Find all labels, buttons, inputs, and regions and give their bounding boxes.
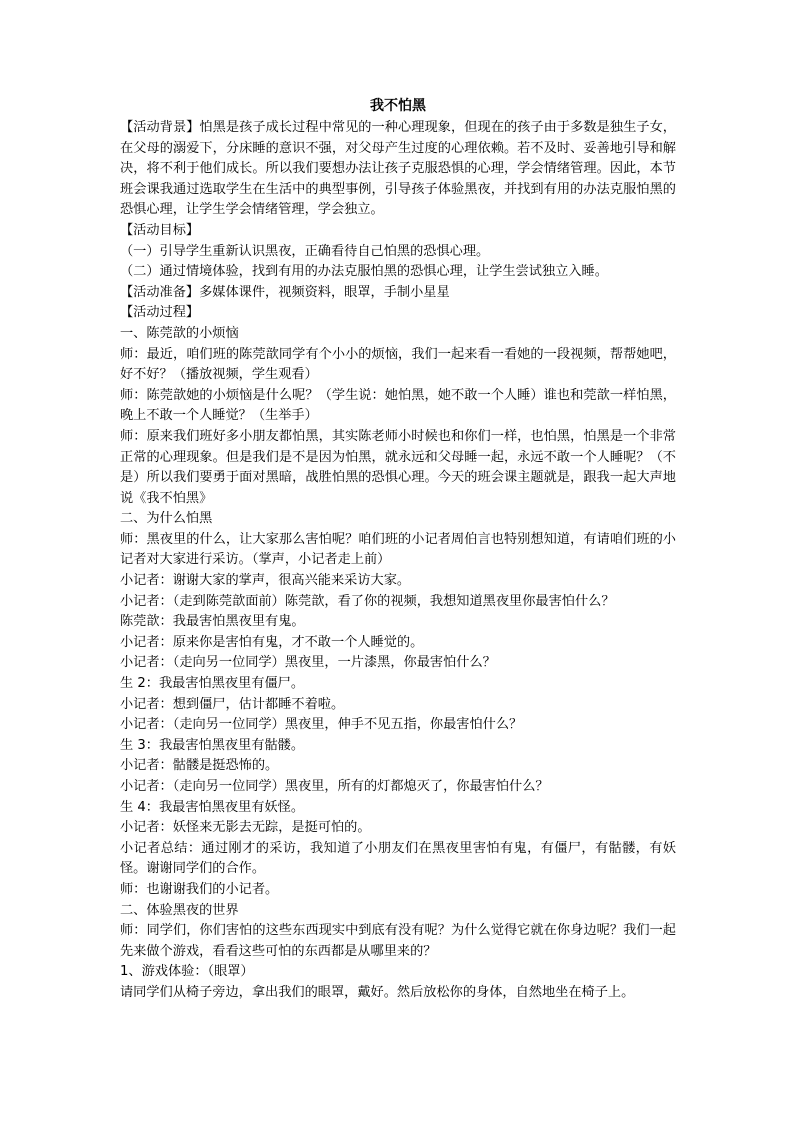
section-heading: 【活动过程】 — [120, 305, 200, 321]
paragraph: （二）通过情境体验，找到有用的办法克服怕黑的恐惧心理，让学生尝试独立入睡。 — [120, 264, 608, 280]
dialogue-line: 小记者：骷髅是挺恐怖的。 — [120, 758, 279, 774]
paragraph: 师：最近，咱们班的陈莞歆同学有个小小的烦恼，我们一起来看一看她的一段视频，帮帮她吧，好不好？（播放视频，学生观看） — [120, 346, 676, 383]
paragraph: 【活动背景】怕黑是孩子成长过程中常见的一种心理现象，但现在的孩子由于多数是独生子女，在父母的溺爱下，分床睡的意识不强，对父母产生过度的心理依赖。若不及时、妥善地引导和解决，将不利于他们成长。所以我们要想办法让孩子克服恐惧的心理，学会情绪管理。因此，本节班会课我通过选取学生在生活中的典型事例，引导孩子体验黑夜，并找到有用的办法克服怕黑的恐惧心理，让学生学会情绪管理，学会独立。 — [120, 120, 676, 218]
dialogue-line: 小记者：（走向另一位同学）黑夜里，所有的灯都熄灭了，你最害怕什么？ — [120, 779, 549, 794]
dialogue-line: 小记者：妖怪来无影去无踪，是挺可怕的。 — [120, 820, 371, 836]
dialogue-line: 生 3：我最害怕黑夜里有骷髅。 — [120, 737, 305, 753]
section-heading: 【活动准备】多媒体课件，视频资料，眼罩，手制小星星 — [120, 284, 450, 300]
subsection-heading: 一、陈莞歆的小烦恼 — [120, 325, 239, 341]
paragraph: 师：黑夜里的什么，让大家那么害怕呢？咱们班的小记者周伯言也特别想知道，有请咱们班的小记者对大家进行采访。（掌声，小记者走上前） — [120, 531, 676, 568]
dialogue-line: 小记者：原来你是害怕有鬼，才不敢一个人睡觉的。 — [120, 634, 424, 650]
paragraph: （一）引导学生重新认识黑夜，正确看待自己怕黑的恐惧心理。 — [120, 243, 490, 259]
dialogue-line: 生 4：我最害怕黑夜里有妖怪。 — [120, 799, 305, 815]
dialogue-line: 小记者：想到僵尸，估计都睡不着啦。 — [120, 696, 345, 712]
dialogue-line: 小记者：（走向另一位同学）黑夜里，伸手不见五指，你最害怕什么？ — [120, 717, 523, 733]
dialogue-line: 陈莞歆：我最害怕黑夜里有鬼。 — [120, 614, 305, 630]
dialogue-line: 师：也谢谢我们的小记者。 — [120, 881, 279, 897]
paragraph: 师：同学们，你们害怕的这些东西现实中到底有没有呢？为什么觉得它就在你身边呢？我们一起先来做个游戏，看看这些可怕的东西都是从哪里来的？ — [120, 923, 676, 959]
paragraph: 请同学们从椅子旁边，拿出我们的眼罩，戴好。然后放松你的身体，自然地坐在椅子上。 — [120, 984, 635, 1000]
paragraph: 师：陈莞歆她的小烦恼是什么呢？（学生说：她怕黑，她不敢一个人睡）谁也和莞歆一样怕黑，晚上不敢一个人睡觉？（生举手） — [120, 387, 676, 424]
dialogue-line: 小记者：（走到陈莞歆面前）陈莞歆，看了你的视频，我想知道黑夜里你最害怕什么？ — [120, 593, 615, 609]
dialogue-line: 小记者：谢谢大家的掌声，很高兴能来采访大家。 — [120, 573, 411, 589]
paragraph: 师：原来我们班好多小朋友都怕黑，其实陈老师小时候也和你们一样，也怕黑，怕黑是一个非常正常的心理现象。但是我们是不是因为怕黑，就永远和父母睡一起，永远不敢一个人睡呢？（不是）所以我们要勇于面对黑暗，战胜怕黑的恐惧心理。今天的班会课主题就是，跟我一起大声地说《我不怕黑》 — [120, 428, 676, 506]
document-body — [120, 118, 676, 1004]
activity-heading: 1、游戏体验：（眼罩） — [120, 964, 254, 980]
subsection-heading: 二、为什么怕黑 — [120, 511, 213, 527]
section-heading: 【活动目标】 — [120, 222, 200, 238]
dialogue-line: 生 2：我最害怕黑夜里有僵尸。 — [120, 676, 305, 692]
subsection-heading: 二、体验黑夜的世界 — [120, 902, 239, 918]
dialogue-line: 小记者：（走向另一位同学）黑夜里，一片漆黑，你最害怕什么？ — [120, 655, 496, 671]
document-title: 我不怕黑 — [370, 98, 426, 114]
paragraph: 小记者总结：通过刚才的采访，我知道了小朋友们在黑夜里害怕有鬼，有僵尸，有骷髅，有妖怪。谢谢同学们的合作。 — [120, 840, 676, 877]
